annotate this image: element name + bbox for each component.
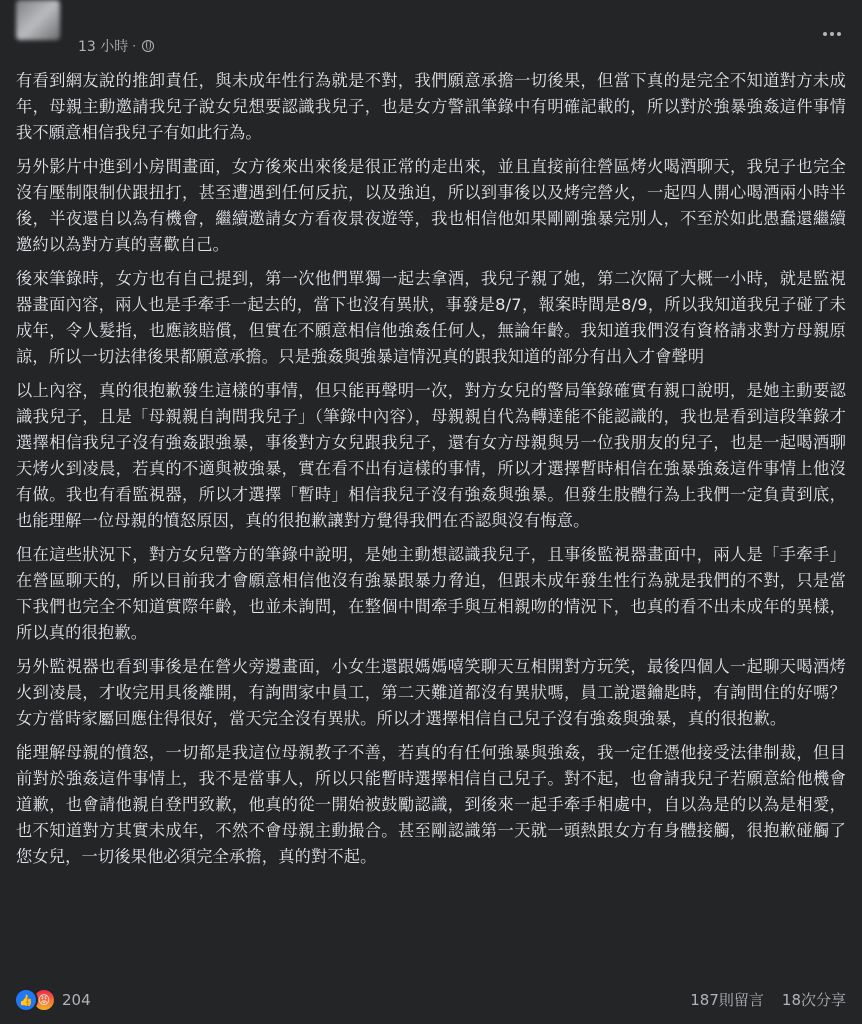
- shares-count-link[interactable]: 18次分享: [781, 991, 846, 1009]
- post-stats: [690, 989, 846, 1010]
- meta-separator: ·: [132, 39, 137, 53]
- post-timestamp[interactable]: 13 小時: [78, 39, 129, 55]
- comments-count-link[interactable]: 187則留言: [690, 991, 764, 1009]
- post-paragraph: 另外影片中進到小房間畫面，女方後來出來後是很正常的走出來，並且直接前往營區烤火喝酒聊天，我兒子也完全沒有壓制限制伏跟扭打，甚至遭遇到任何反抗，以及強迫，所以到事後以及烤完營火，一起四人開心喝酒兩小時半後，半夜還自以為有機會，繼續邀請女方看夜景夜遊等，我也相信他如果剛剛強暴完別人，不至於如此愚蠢還繼續邀約以為對方真的喜歡自己。: [16, 157, 846, 254]
- angry-icon: 😡: [32, 988, 56, 1012]
- reactions-summary[interactable]: [14, 988, 91, 1012]
- post-paragraph: 能理解母親的憤怒，一切都是我這位母親教子不善，若真的有任何強暴與強姦，我一定任憑他接受法律制裁，但目前對於強姦這件事情上，我不是當事人，所以只能暫時選擇相信自己兒子。對不起，也會請我兒子若願意給他機會道歉，也會請他親自登門致歉，他真的從一開始被鼓勵認識，到後來一起手牽手相處中，自以為是的以為是相愛，也不知道對方其實未成年，不然不會母親主動撮合。甚至剛認識第一天就一頭熱跟女方有身體接觸，很抱歉碰觸了您女兒，一切後果他必須完全承擔，真的對不起。: [16, 743, 846, 866]
- post-paragraph: 有看到網友說的推卸責任，與未成年性行為就是不對，我們願意承擔一切後果，但當下真的是完全不知道對方未成年，母親主動邀請我兒子說女兒想要認識我兒子，也是女方警訊筆錄中有明確記載的，所以對於強暴強姦這件事情我不願意相信我兒子有如此行為。: [16, 71, 846, 142]
- more-options-icon[interactable]: [818, 24, 846, 44]
- like-icon: 👍: [14, 988, 38, 1012]
- post-paragraph: 另外監視器也看到事後是在營火旁邊畫面，小女生還跟媽媽嘻笑聊天互相開對方玩笑，最後四個人一起聊天喝酒烤火到凌晨，才收完用具後離開，有詢問家中員工，第二天難道都沒有異狀嗎，員工說還鑰匙時，有詢問住的好嗎？女方當時家屬回應住得很好，當天完全沒有異狀。所以才選擇相信自己兒子沒有強姦與強暴，真的很抱歉。: [16, 657, 846, 728]
- reaction-count: 204: [62, 991, 91, 1009]
- globe-icon: [142, 40, 154, 52]
- post-meta: [78, 36, 154, 56]
- avatar[interactable]: [16, 0, 60, 40]
- post-paragraph: 但在這些狀況下，對方女兒警方的筆錄中說明，是她主動想認識我兒子，且事後監視器畫面中，兩人是「手牽手」在營區聊天的，所以目前我才會願意相信他沒有強暴跟暴力脅迫，但跟未成年發生性行為就是我們的不對，只是當下我們也完全不知道實際年齡，也並未詢問，在整個中間牽手與互相親吻的情況下，也真的看不出未成年的異樣，所以真的很抱歉。: [16, 545, 846, 642]
- post-body: [16, 68, 846, 878]
- post-footer: [0, 985, 862, 1015]
- post-paragraph: 以上內容，真的很抱歉發生這樣的事情，但只能再聲明一次，對方女兒的警局筆錄確實有親口說明，是她主動要認識我兒子，且是「母親親自詢問我兒子」（筆錄中內容），母親親自代為轉達能不能認識的，我也是看到這段筆錄才選擇相信我兒子沒有強姦跟強暴，事後對方女兒跟我兒子，還有女方母親與另一位我朋友的兒子，也是一起喝酒聊天烤火到凌晨，若真的不適與被強暴，實在看不出有這樣的事情，所以才選擇暫時相信在強暴強姦這件事情上他沒有做。我也有看監視器，所以才選擇「暫時」相信我兒子沒有強姦與強暴。但發生肢體行為上我們一定負責到底，也能理解一位母親的憤怒原因，真的很抱歉讓對方覺得我們在否認與沒有悔意。: [16, 381, 846, 530]
- post-paragraph: 後來筆錄時，女方也有自己提到，第一次他們單獨一起去拿酒，我兒子親了她，第二次隔了大概一小時，就是監視器畫面內容，兩人也是手牽手一起去的，當下也沒有異狀，事發是8/7，報案時間是8/9，所以我知道我兒子碰了未成年，令人髮指，也應該賠償，但實在不願意相信他強姦任何人，無論年齡。我知道我們沒有資格請求對方母親原諒，所以一切法律後果都願意承擔。只是強姦與強暴這情況真的跟我知道的部分有出入才會聲明: [16, 269, 846, 366]
